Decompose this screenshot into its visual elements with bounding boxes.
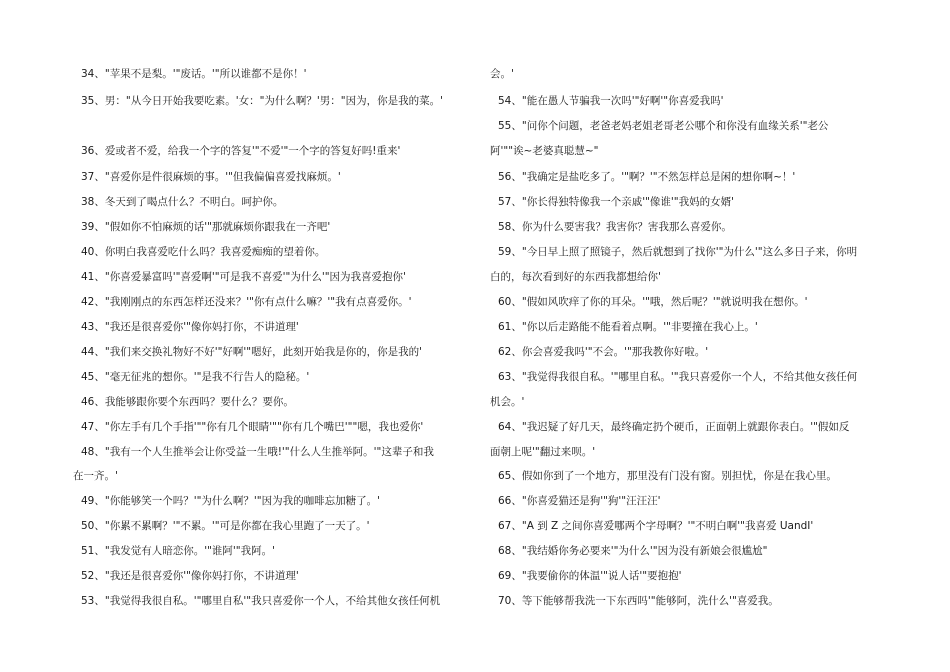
paragraph-line: 58、你为什么要害我？我害你？害我那么喜爱你。 [498, 221, 732, 233]
paragraph-line: 56、"我确定是盐吃多了。'"啊？'"不然怎样总是闲的想你啊~！' [498, 171, 796, 183]
paragraph-line: 64、"我迟疑了好几天，最终确定扔个硬币，正面朝上就跟你表白。'"假如反 [498, 421, 850, 433]
paragraph-line: 37、"喜爱你是件很麻烦的事。'"但我偏偏喜爱找麻烦。' [81, 171, 341, 183]
paragraph-line: 54、"能在愚人节骗我一次吗'"好啊'"你喜爱我吗' [498, 95, 724, 107]
paragraph-continuation-line: 白的，每次看到好的东西我都想给你' [490, 271, 661, 283]
paragraph-line: 43、"我还是很喜爱你'"像你妈打你，不讲道理' [81, 321, 299, 333]
paragraph-line: 35、男："从今日开始我要吃素。'女："为什么啊？'男："因为，你是我的菜。' [81, 95, 444, 107]
paragraph-line: 62、你会喜爱我吗'"不会。'"那我教你好啦。' [498, 346, 709, 358]
paragraph-line: 45、"毫无征兆的想你。'"是我不行告人的隐秘。' [81, 371, 310, 383]
paragraph-line: 57、"你长得独特像我一个亲戚'"像谁'"我妈的女婿' [498, 196, 735, 208]
paragraph-line: 60、"假如风吹痒了你的耳朵。'"哦，然后呢？'"就说明我在想你。' [498, 296, 808, 308]
paragraph-line: 50、"你累不累啊？'"不累。'"可是你都在我心里跑了一天了。' [81, 520, 370, 532]
paragraph-line: 38、冬天到了喝点什么？不明白。呵护你。 [81, 196, 284, 208]
paragraph-continuation-line: 阿'""诶~老婆真聪慧~" [490, 145, 599, 157]
paragraph-line: 39、"假如你不怕麻烦的话'"那就麻烦你跟我在一齐吧' [81, 221, 331, 233]
paragraph-line: 34、"苹果不是梨。'"废话。'"所以谁都不是你！' [81, 68, 307, 80]
paragraph-line: 47、"你左手有几个手指'""你有几个眼睛'""你有几个嘴巴'""嗯，我也爱你' [81, 421, 424, 433]
paragraph-line: 48、"我有一个人生推举会让你受益一生哦!'"什么人生推举阿。'"这辈子和我 [81, 446, 434, 458]
paragraph-line: 55、"问你个问题，老爸老妈老姐老哥老公哪个和你没有血缘关系'"老公 [498, 120, 829, 132]
paragraph-line: 69、"我要偷你的体温'"说人话'"要抱抱' [498, 570, 682, 582]
paragraph-line: 53、"我觉得我很自私。'"哪里自私'"我只喜爱你一个人，不给其他女孩任何机 [81, 595, 441, 607]
paragraph-line: 70、等下能够帮我洗一下东西吗'"能够阿，洗什么'"喜爱我。 [498, 595, 779, 607]
paragraph-line: 66、"你喜爱猫还是狗'"狗'"汪汪汪' [498, 495, 661, 507]
paragraph-continuation-line: 机会。' [490, 396, 525, 408]
paragraph-line: 44、"我们来交换礼物好不好'"好啊'"嗯好，此刻开始我是你的，你是我的' [81, 346, 423, 358]
paragraph-line: 42、"我刚刚点的东西怎样还没来？'"你有点什么嘛？'"我有点喜爱你。' [81, 296, 412, 308]
paragraph-line: 67、"A 到 Z 之间你喜爱哪两个字母啊？'"不明白啊'"我喜爱 UandI' [498, 520, 814, 532]
paragraph-line: 51、"我发觉有人暗恋你。'"谁阿'"我阿。' [81, 545, 276, 557]
paragraph-continuation-line: 会。' [490, 68, 514, 80]
paragraph-line: 40、你明白我喜爱吃什么吗？我喜爱痴痴的望着你。 [81, 246, 326, 258]
paragraph-line: 41、"你喜爱暴富吗'"喜爱啊'"可是我不喜爱'"为什么'"因为我喜爱抱你' [81, 271, 406, 283]
paragraph-continuation-line: 在一齐。' [73, 470, 118, 482]
paragraph-line: 61、"你以后走路能不能看着点啊。'"非要撞在我心上。' [498, 321, 758, 333]
paragraph-line: 68、"我结婚你务必要来'"为什么'"因为没有新娘会很尴尬" [498, 545, 768, 557]
paragraph-line: 63、"我觉得我很自私。'"哪里自私。'"我只喜爱你一个人，不给其他女孩任何 [498, 371, 858, 383]
paragraph-line: 49、"你能够笑一个吗？'"为什么啊？'"因为我的咖啡忘加糖了。' [81, 495, 381, 507]
paragraph-line: 52、"我还是很喜爱你'"像你妈打你，不讲道理' [81, 570, 299, 582]
paragraph-line: 65、假如你到了一个地方，那里没有门没有窗。别担忧，你是在我心里。 [498, 470, 837, 482]
paragraph-continuation-line: 面朝上呢'"翻过来呗。' [490, 446, 596, 458]
paragraph-line: 46、我能够跟你要个东西吗？要什么？要你。 [81, 396, 294, 408]
paragraph-line: 36、爱或者不爱，给我一个字的答复'"不爱'"一个字的答复好吗!重来' [81, 145, 401, 157]
paragraph-line: 59、"今日早上照了照镜子，然后就想到了找你'"为什么'"这么多日子来，你明 [498, 246, 858, 258]
